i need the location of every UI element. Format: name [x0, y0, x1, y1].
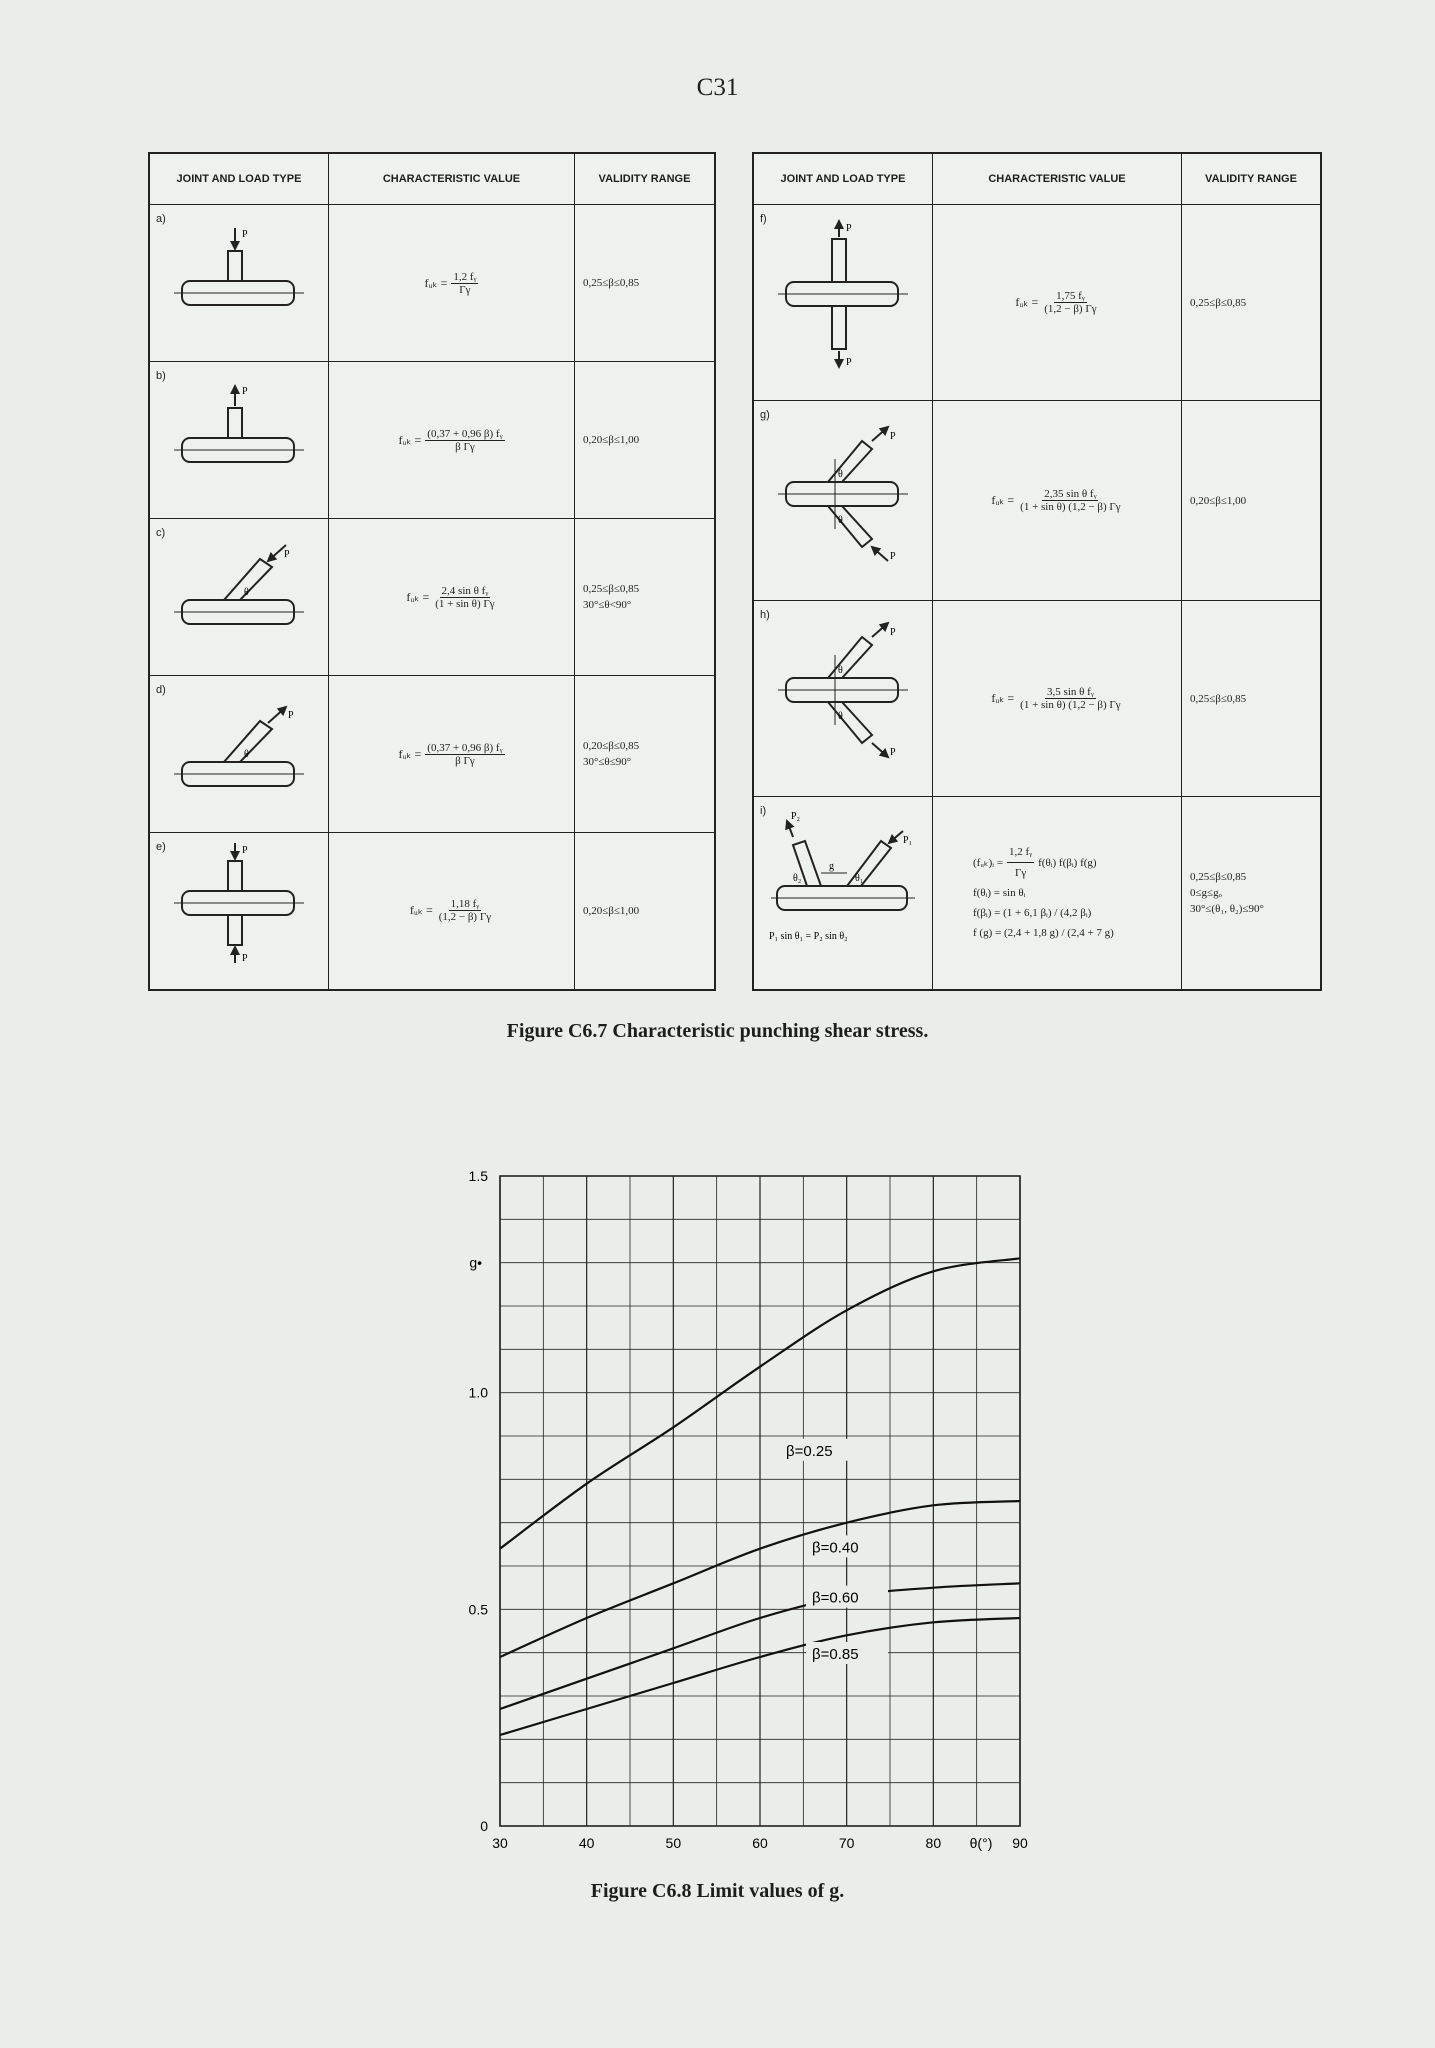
formula-denominator: β Γγ [455, 440, 475, 453]
angle-label: θ [838, 665, 843, 676]
header-validity: VALIDITY RANGE [1182, 153, 1322, 205]
joint-cell [149, 676, 329, 833]
validity-cell [1182, 601, 1322, 797]
formula-numerator: 2,4 sin θ fᵧ [441, 584, 489, 597]
formula-fuk: fᵤₖ = [398, 432, 422, 447]
table-row [149, 833, 715, 990]
formula-denominator: (1 + sin θ) Γγ [435, 597, 495, 610]
formula-cell [329, 676, 575, 833]
table-header-row [149, 153, 715, 205]
validity-range: 0,25≤β≤0,85 [1190, 296, 1247, 309]
figure-c6-7-caption: Figure C6.7 Characteristic punching shear stress. [506, 1020, 929, 1042]
load-label: P₁ [903, 835, 913, 846]
table-row [149, 362, 715, 519]
formula-numerator: 2,35 sin θ fᵧ [1044, 488, 1097, 500]
load-label: P [284, 549, 290, 560]
load-label: P [242, 229, 248, 240]
header-joint: JOINT AND LOAD TYPE [753, 153, 933, 205]
validity-range: 30°≤θ<90° [583, 599, 632, 611]
validity-cell [575, 833, 716, 990]
joint-sketch-t-tension [164, 380, 314, 490]
angle-label: θ [244, 587, 249, 598]
formula-denominator: Γγ [459, 283, 471, 296]
header-value: CHARACTERISTIC VALUE [329, 153, 575, 205]
formula-fuk: fᵤₖ = [1015, 295, 1039, 309]
angle-label: θ [244, 749, 249, 760]
function-beta: f(βᵢ) = (1 + 6,1 βᵢ) / (4,2 βᵢ) [973, 907, 1092, 920]
x-tick-label: 40 [578, 1835, 595, 1851]
equilibrium-note: P₁ sin θ₁ = P₂ sin θ₂ [769, 931, 848, 942]
header-validity: VALIDITY RANGE [575, 153, 716, 205]
validity-range: 0,25≤β≤0,85 [583, 583, 640, 595]
validity-range: 0,20≤β≤1,00 [583, 434, 640, 446]
validity-cell [575, 676, 716, 833]
joint-sketch-x-compression [164, 841, 314, 966]
formula-cell [933, 205, 1182, 401]
joint-sketch-y-tension [164, 694, 314, 804]
formula-cell [933, 797, 1182, 990]
load-label: P [242, 845, 248, 856]
joint-sketch-k-unbalanced [768, 615, 918, 765]
table-row [753, 205, 1321, 401]
validity-cell [575, 205, 716, 362]
validity-range: 0,25≤β≤0,85 [1190, 870, 1247, 883]
series-label: β=0.25 [786, 1442, 833, 1460]
validity-cell [575, 519, 716, 676]
header-joint: JOINT AND LOAD TYPE [149, 153, 329, 205]
case-label: c) [156, 527, 166, 539]
formula-numerator: 1,2 fᵧ [453, 270, 477, 283]
header-value: CHARACTERISTIC VALUE [933, 153, 1182, 205]
series-label: β=0.40 [812, 1539, 859, 1557]
formula-denominator: (1 + sin θ) (1,2 − β) Γγ [1020, 699, 1121, 711]
validity-range: 0,25≤β≤0,85 [583, 277, 640, 289]
joint-cell [149, 205, 329, 362]
table-row [753, 601, 1321, 797]
angle-label: θ [838, 515, 843, 526]
load-label: P [890, 747, 896, 758]
y-tick-label: 1.5 [468, 1168, 488, 1184]
formula-denominator: (1 + sin θ) (1,2 − β) Γγ [1020, 501, 1121, 513]
table-row [149, 519, 715, 676]
formula-denominator: (1,2 − β) Γγ [1044, 303, 1097, 315]
gap-label: g [829, 861, 834, 872]
x-tick-label: 50 [665, 1835, 682, 1851]
series-label: β=0.85 [812, 1646, 859, 1663]
formula-fuk: fᵤₖ = [398, 746, 422, 761]
formula-cell [329, 519, 575, 676]
joint-cell [149, 519, 329, 676]
formula-denominator: Γγ [1014, 867, 1027, 880]
formula-denominator: β Γγ [455, 754, 475, 767]
joint-cell [753, 401, 933, 601]
formula-cell [329, 362, 575, 519]
case-label: a) [156, 213, 166, 225]
validity-cell [1182, 797, 1322, 990]
load-label: P [288, 710, 294, 721]
series-label: β=0.60 [812, 1589, 859, 1607]
figure-c6-8-caption: Figure C6.8 Limit values of g. [590, 1880, 845, 1902]
formula-numerator: 1,75 fᵧ [1056, 290, 1085, 302]
validity-range: 0,20≤β≤1,00 [583, 904, 640, 917]
validity-range: 30°≤(θ₁, θ₂)≤90° [1190, 902, 1264, 915]
formula-fuk: fᵤₖ = [424, 275, 448, 290]
x-tick-label: 60 [752, 1835, 768, 1851]
formula-denominator: (1,2 − β) Γγ [438, 911, 492, 924]
table-header-row [753, 153, 1321, 205]
page-number: C31 [696, 74, 739, 101]
table-row [753, 401, 1321, 601]
formula-numerator: 1,18 fᵧ [450, 898, 480, 911]
formula-tail: f(θᵢ) f(βᵢ) f(g) [1038, 856, 1097, 869]
validity-cell [575, 362, 716, 519]
table-row [753, 797, 1321, 990]
load-label: P₂ [791, 811, 801, 822]
joint-sketch-t-compression [164, 223, 314, 333]
validity-range: 0,20≤β≤1,00 [1190, 494, 1247, 507]
formula-cell [933, 401, 1182, 601]
case-label: b) [156, 370, 166, 382]
formula-numerator: (0,37 + 0,96 β) fᵧ [427, 427, 503, 440]
y-tick-label: 1.0 [468, 1384, 488, 1401]
case-label: e) [156, 841, 166, 853]
load-label: P [242, 386, 248, 397]
punching-shear-table-left [148, 152, 716, 991]
validity-range: 0≤g≤gₒ [1190, 886, 1222, 899]
load-label: P [846, 357, 852, 368]
y-tick-label: 0.5 [468, 1601, 488, 1618]
joint-sketch-y-compression [164, 537, 314, 647]
joint-cell [753, 205, 933, 401]
formula-numerator: 3,5 sin θ fᵧ [1047, 686, 1094, 698]
angle-label: θ [838, 469, 843, 480]
formula-numerator: (0,37 + 0,96 β) fᵧ [427, 741, 503, 754]
validity-range: 30°≤θ≤90° [583, 756, 632, 768]
case-label: h) [760, 609, 770, 621]
x-tick-label: 70 [838, 1835, 855, 1851]
case-label: f) [760, 213, 767, 225]
punching-shear-table-right [752, 152, 1322, 991]
y-axis-label: g• [469, 1254, 482, 1271]
formula-numerator: 1,2 fᵧ [1007, 842, 1034, 863]
x-tick-label: 30 [492, 1835, 508, 1851]
case-label: i) [760, 805, 767, 817]
joint-sketch-k-balanced [768, 419, 918, 569]
joint-cell [149, 362, 329, 519]
formula-cell [329, 833, 575, 990]
formula-cell [933, 601, 1182, 797]
joint-sketch-k-gap [763, 803, 923, 953]
limit-values-chart [440, 1160, 1060, 1870]
y-tick-label: 0 [480, 1818, 488, 1834]
function-theta: f(θᵢ) = sin θᵢ [973, 887, 1026, 900]
validity-cell [1182, 401, 1322, 601]
table-row [149, 676, 715, 833]
case-label: d) [156, 684, 166, 696]
case-label: g) [760, 409, 770, 421]
x-tick-label: 80 [925, 1835, 942, 1851]
joint-cell [753, 797, 933, 990]
formula-fuk: fᵤₖ = [991, 493, 1015, 507]
validity-range: 0,20≤β≤0,85 [583, 740, 640, 752]
load-label: P [890, 551, 896, 562]
angle-label: θ [838, 711, 843, 722]
joint-cell [149, 833, 329, 990]
formula-fuk: fᵤₖ = [991, 691, 1015, 705]
load-label: P [846, 223, 852, 234]
validity-range: 0,25≤β≤0,85 [1190, 692, 1247, 705]
load-label: P [890, 627, 896, 638]
x-tick-label: 90 [1012, 1835, 1028, 1851]
function-g: f (g) = (2,4 + 1,8 g) / (2,4 + 7 g) [973, 927, 1114, 940]
formula-cell [329, 205, 575, 362]
angle-label: θ₁ [855, 873, 864, 884]
formula-fuk: fᵤₖ = [409, 903, 433, 918]
load-label: P [242, 953, 248, 964]
angle-label: θ₂ [793, 873, 802, 884]
joint-sketch-x-tension [768, 219, 918, 369]
formula-fuk: (fᵤₖ)ᵢ = [973, 856, 1004, 869]
joint-cell [753, 601, 933, 797]
formula-fuk: fᵤₖ = [406, 589, 430, 604]
load-label: P [890, 431, 896, 442]
x-axis-label: θ(°) [969, 1835, 993, 1851]
validity-cell [1182, 205, 1322, 401]
table-row [149, 205, 715, 362]
